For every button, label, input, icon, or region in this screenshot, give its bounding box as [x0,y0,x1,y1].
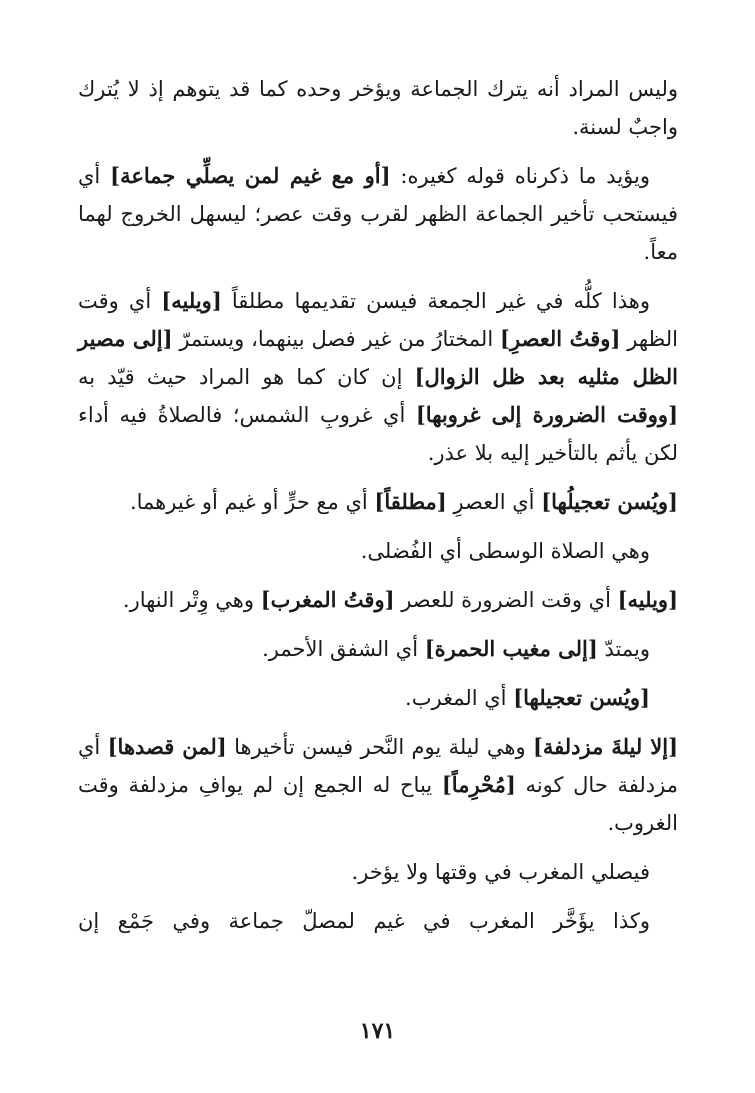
bold-matn-text: [ووقت الضرورة إلى غروبها] [415,402,679,427]
page-number: ١٧١ [359,1018,396,1044]
commentary-text: أي العصرِ [446,490,542,514]
bold-matn-text: [مطلقاً] [374,489,447,514]
commentary-text: فيصلي المغرب في وقتها ولا يؤخر. [351,860,650,884]
commentary-text: أي الشفق الأحمر. [262,637,425,661]
commentary-text: ويؤيد ما ذكرناه قوله كغيره: [390,164,650,188]
bold-matn-text: [إلى مغيب الحمرة] [424,636,598,661]
bold-matn-text: [ويُسن تعجيلُها] [541,489,678,514]
commentary-text: وهي ليلة يوم النَّحر فيسن تأخيرها [226,735,533,759]
paragraph [78,157,678,271]
bold-matn-text: [ويليه] [617,587,678,612]
commentary-text: إن كان كما هو المراد حيث قيّد به [78,365,415,389]
bold-matn-text: [لمن قصدها] [107,734,227,759]
paragraph [78,853,678,891]
commentary-text: وليس المراد أنه يترك الجماعة ويؤخر وحده كما قد يتوهم إذ لا يُترك واجبٌ لسنة. [78,77,678,139]
bold-matn-text: [أو مع غيم لمن يصلِّي جماعة] [110,163,391,188]
paragraph [78,679,678,717]
commentary-text: أي المغرب. [405,686,514,710]
commentary-text: أي فيستحب تأخير الجماعة الظهر لقرب وقت عصر؛ ليسهل الخروج لهما معاً. [78,164,678,264]
commentary-text: وهي الصلاة الوسطى أي الفُضلى. [360,539,650,563]
commentary-text: وكذا يؤَخَّر المغرب في غيم لمصلّ جماعة وفي جَمْع إن [78,909,650,933]
bold-matn-text: [ويُسن تعجيلها] [513,685,650,710]
bold-matn-text: [ويليه] [161,288,222,313]
commentary-text: يباح له الجمع إن لم يوافِ مزدلفة وقت الغروب. [78,773,678,835]
commentary-text: أي وقت الظهر [78,289,678,351]
bold-matn-text: [وقتُ المغرب] [260,587,395,612]
paragraph [78,532,678,570]
commentary-text: المختارُ من غير فصل بينهما، ويستمرّ [172,327,501,351]
paragraph [78,581,678,619]
bold-matn-text: [وقتُ العصرِ] [500,326,621,351]
paragraph [78,70,678,146]
commentary-text: أي مزدلفة حال كونه [78,735,678,797]
paragraph [78,483,678,521]
paragraph [78,728,678,842]
paragraph [78,630,678,668]
commentary-text: أي غروبِ الشمس؛ فالصلاةُ فيه أداء لكن يأثم بالتأخير إليه بلا عذر. [78,403,678,465]
paragraph [78,282,678,472]
bold-matn-text: [إلا ليلةَ مزدلفة] [532,734,679,759]
page-body [78,70,678,951]
bold-matn-text: [مُحْرِماً] [441,772,516,797]
commentary-text: وهي وِتْر النهار. [122,588,261,612]
bold-matn-text: [إلى مصير الظل مثليه بعد ظل الزوال] [78,326,678,389]
commentary-text: أي وقت الضرورة للعصر [394,588,618,612]
commentary-text: وهذا كلُّه في غير الجمعة فيسن تقديمها مطلقاً [221,289,650,313]
commentary-text: ويمتدّ [597,637,650,661]
paragraph [78,902,678,940]
commentary-text: أي مع حرٍّ أو غيم أو غيرهما. [129,490,375,514]
